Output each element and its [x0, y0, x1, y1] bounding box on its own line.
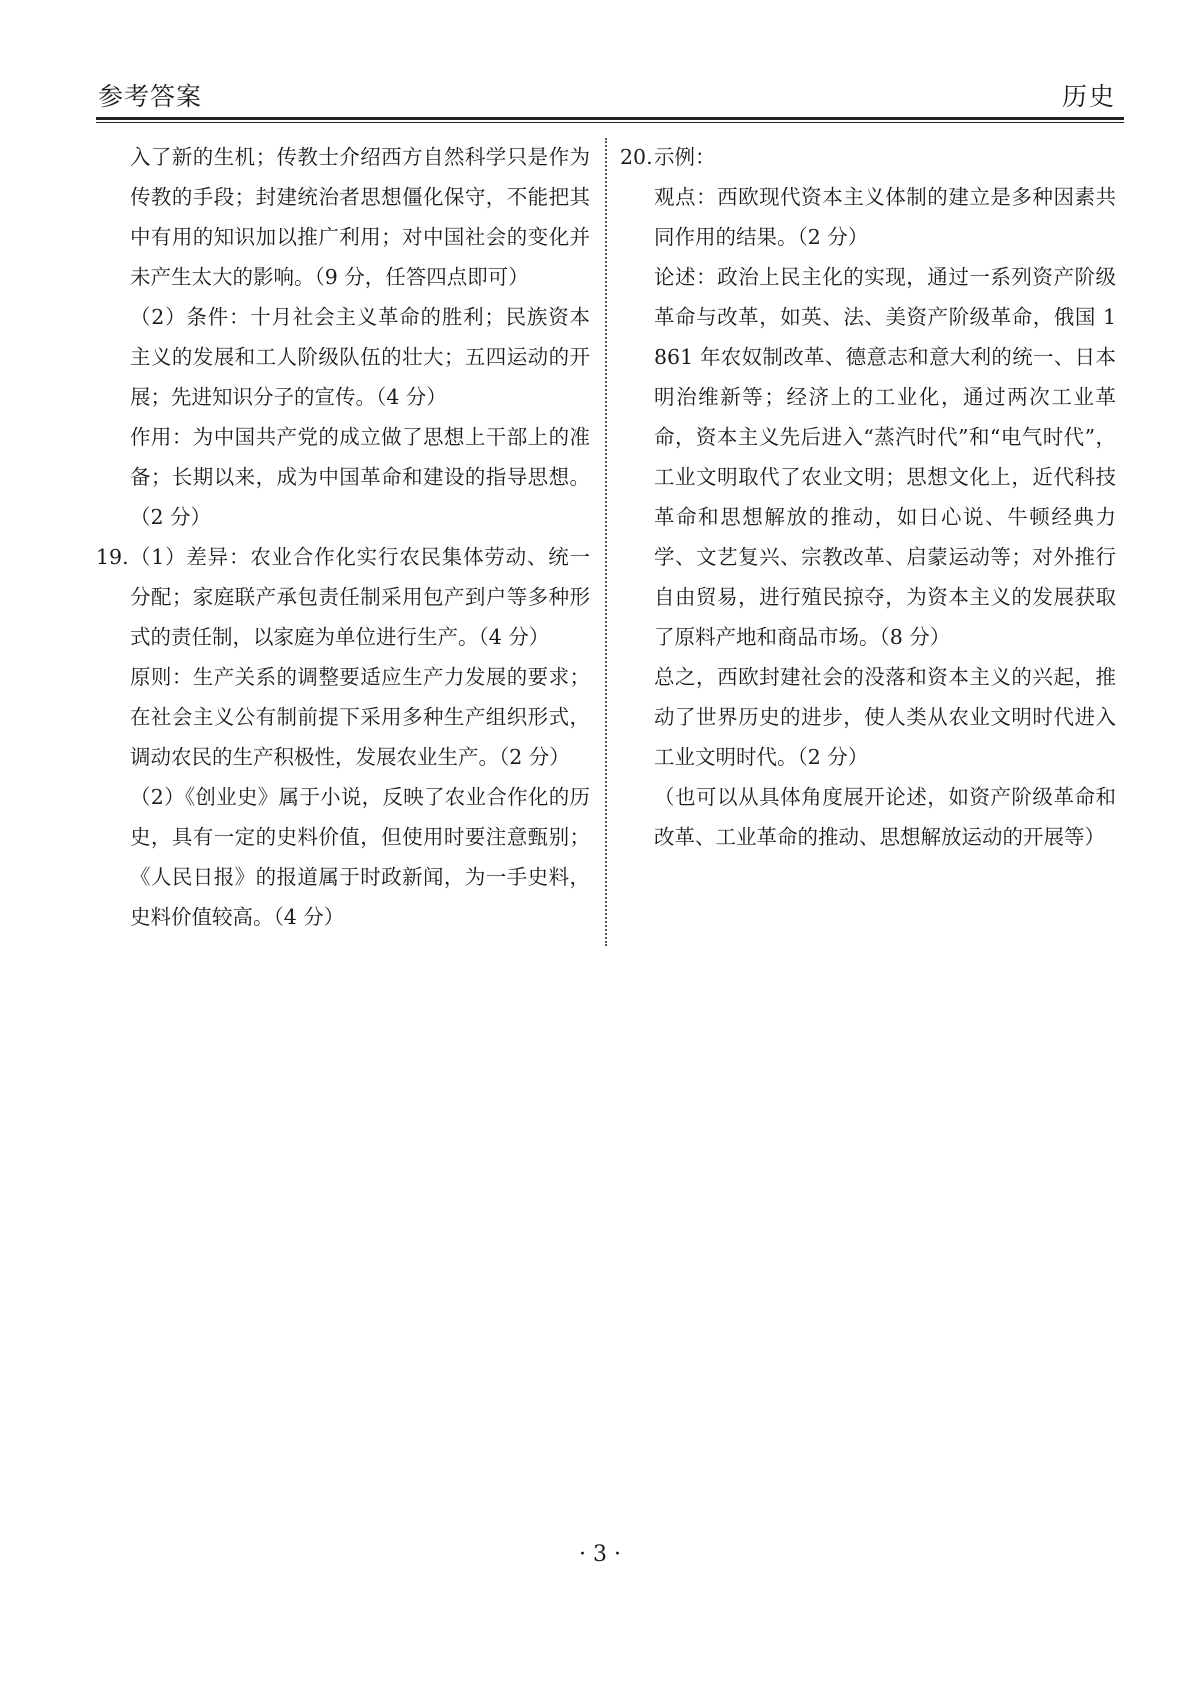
q18-continuation-text: 入了新的生机；传教士介绍西方自然科学只是作为传教的手段；封建统治者思想僵化保守，不能把其中有用的知识加以推广利用；对中国社会的变化并未产生太大的影响。（9 分，任答四点即可） [130, 145, 590, 289]
q19-part1-principle: 原则：生产关系的调整要适应生产力发展的要求；在社会主义公有制前提下采用多种生产组织形式，调动农民的生产积极性，发展农业生产。（2 分） [130, 665, 590, 769]
header-subject-history: 历史 [1061, 82, 1116, 111]
q18-part2-role: 作用：为中国共产党的成立做了思想上干部上的准备；长期以来，成为中国革命和建设的指导思想。（2 分） [130, 425, 590, 529]
header-rule-thin [96, 122, 1124, 123]
right-column [620, 137, 1116, 857]
header-title-answer-key: 参考答案 [98, 82, 203, 111]
q20-conclusion: 总之，西欧封建社会的没落和资本主义的兴起，推动了世界历史的进步，使人类从农业文明时代进入工业文明时代。（2 分） [654, 665, 1116, 769]
q19-part2: （2）《创业史》属于小说，反映了农业合作化的历史，具有一定的史料价值，但使用时要注意甄别；《人民日报》的报道属于时政新闻，为一手史料，史料价值较高。（4 分） [130, 785, 590, 929]
header-rule-thick [96, 117, 1124, 120]
q19-block [96, 537, 590, 657]
q20-block [620, 137, 1116, 177]
q18-part2-conditions: （2）条件：十月社会主义革命的胜利；民族资本主义的发展和工人阶级队伍的壮大；五四运动的开展；先进知识分子的宣传。（4 分） [130, 305, 590, 409]
left-column [96, 137, 590, 937]
page-number: · 3 · [579, 1542, 621, 1567]
q20-argument: 论述：政治上民主化的实现，通过一系列资产阶级革命与改革，如英、法、美资产阶级革命，俄国 1861 年农奴制改革、德意志和意大利的统一、日本明治维新等；经济上的工业化，通过两次工业革命，资本主义先后进入“蒸汽时代”和“电气时代”，工业文明取代了农业文明；思想文化上，近代科技革命和思想解放的推动，如日心说、牛顿经典力学、文艺复兴、宗教改革、启蒙运动等；对外推行自由贸易，进行殖民掠夺，为资本主义的发展获取了原料产地和商品市场。（8 分） [654, 265, 1116, 649]
q20-number: 20. [620, 145, 653, 169]
q19-part1-difference: （1）差异：农业合作化实行农民集体劳动、统一分配；家庭联产承包责任制采用包产到户等多种形式的责任制，以家庭为单位进行生产。（4 分） [130, 545, 590, 649]
q20-viewpoint: 观点：西欧现代资本主义体制的建立是多种因素共同作用的结果。（2 分） [654, 185, 1116, 249]
q19-number: 19. [96, 545, 129, 569]
column-divider [605, 138, 607, 946]
page-header [96, 80, 1124, 116]
q20-note: （也可以从具体角度展开论述，如资产阶级革命和改革、工业革命的推动、思想解放运动的开展等） [654, 785, 1116, 849]
q20-example-label: 示例： [654, 145, 716, 169]
